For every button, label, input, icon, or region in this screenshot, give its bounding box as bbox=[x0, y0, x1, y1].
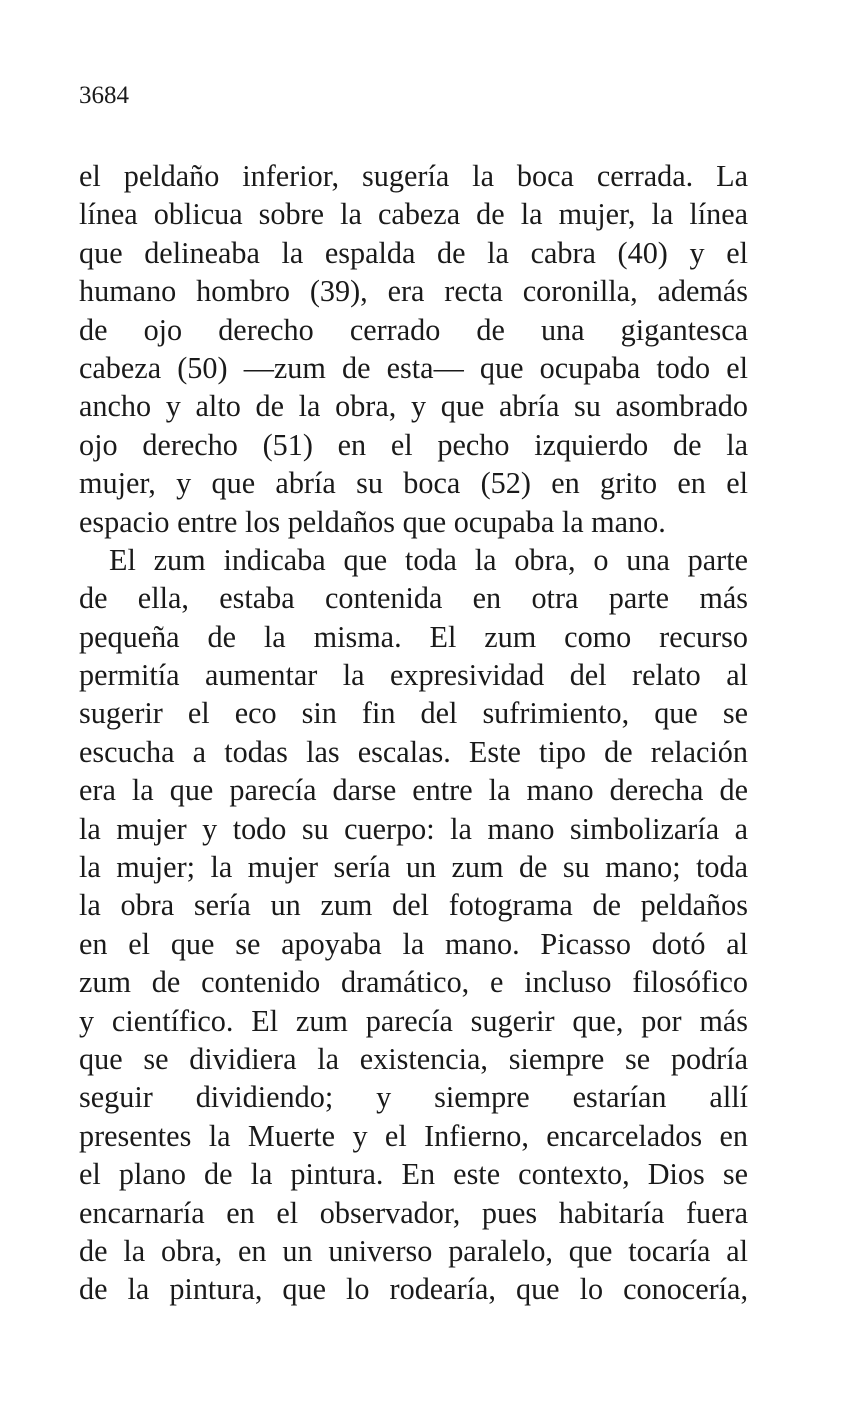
body-text bbox=[79, 157, 748, 1309]
text-line: era la que parecía darse entre la mano derecha de bbox=[79, 773, 748, 808]
text-line: la mujer; la mujer sería un zum de su mano; toda bbox=[79, 850, 748, 885]
text-line: el peldaño inferior, sugería la boca cerrada. La bbox=[79, 159, 748, 193]
text-line: mujer, y que abría su boca (52) en grito en el bbox=[79, 466, 748, 501]
text-line: la mujer y todo su cuerpo: la mano simbolizaría a bbox=[79, 811, 748, 846]
text-line: escucha a todas las escalas. Este tipo de relación bbox=[79, 734, 748, 769]
paragraph-2 bbox=[79, 541, 748, 1309]
text-line: que se dividiera la existencia, siempre se podría bbox=[79, 1041, 748, 1076]
text-line: y científico. El zum parecía sugerir que, por más bbox=[79, 1003, 748, 1038]
paragraph-1 bbox=[79, 157, 748, 541]
text-line: de la obra, en un universo paralelo, que tocaría al bbox=[79, 1233, 748, 1268]
text-line: seguir dividiendo; y siempre estarían allí bbox=[79, 1080, 748, 1115]
text-line: zum de contenido dramático, e incluso filosófico bbox=[79, 965, 748, 1000]
text-line: humano hombro (39), era recta coronilla, además bbox=[79, 274, 748, 309]
text-line: el plano de la pintura. En este contexto, Dios se bbox=[79, 1157, 748, 1192]
text-line: de la pintura, que lo rodearía, que lo conocería, bbox=[79, 1272, 748, 1307]
text-line: línea oblicua sobre la cabeza de la mujer, la línea bbox=[79, 197, 748, 232]
text-line: de ojo derecho cerrado de una gigantesca bbox=[79, 312, 748, 347]
text-line: la obra sería un zum del fotograma de peldaños bbox=[79, 888, 748, 923]
text-line: pequeña de la misma. El zum como recurso bbox=[79, 619, 748, 654]
text-line: de ella, estaba contenida en otra parte más bbox=[79, 581, 748, 616]
text-line: ancho y alto de la obra, y que abría su asombrado bbox=[79, 389, 748, 424]
text-line: sugerir el eco sin fin del sufrimiento, que se bbox=[79, 696, 748, 731]
text-line: permitía aumentar la expresividad del relato al bbox=[79, 658, 748, 693]
text-line: El zum indicaba que toda la obra, o una parte bbox=[109, 542, 748, 577]
text-line: en el que se apoyaba la mano. Picasso dotó al bbox=[79, 926, 748, 961]
text-line: encarnaría en el observador, pues habitaría fuera bbox=[79, 1195, 748, 1230]
page-number: 3684 bbox=[79, 82, 129, 109]
text-line: que delineaba la espalda de la cabra (40) y el bbox=[79, 235, 748, 270]
text-line: cabeza (50) —zum de esta— que ocupaba todo el bbox=[79, 350, 748, 385]
text-line: ojo derecho (51) en el pecho izquierdo de la bbox=[79, 427, 748, 462]
text-line: espacio entre los peldaños que ocupaba la mano. bbox=[79, 504, 666, 539]
text-line: presentes la Muerte y el Infierno, encarcelados en bbox=[79, 1118, 748, 1153]
